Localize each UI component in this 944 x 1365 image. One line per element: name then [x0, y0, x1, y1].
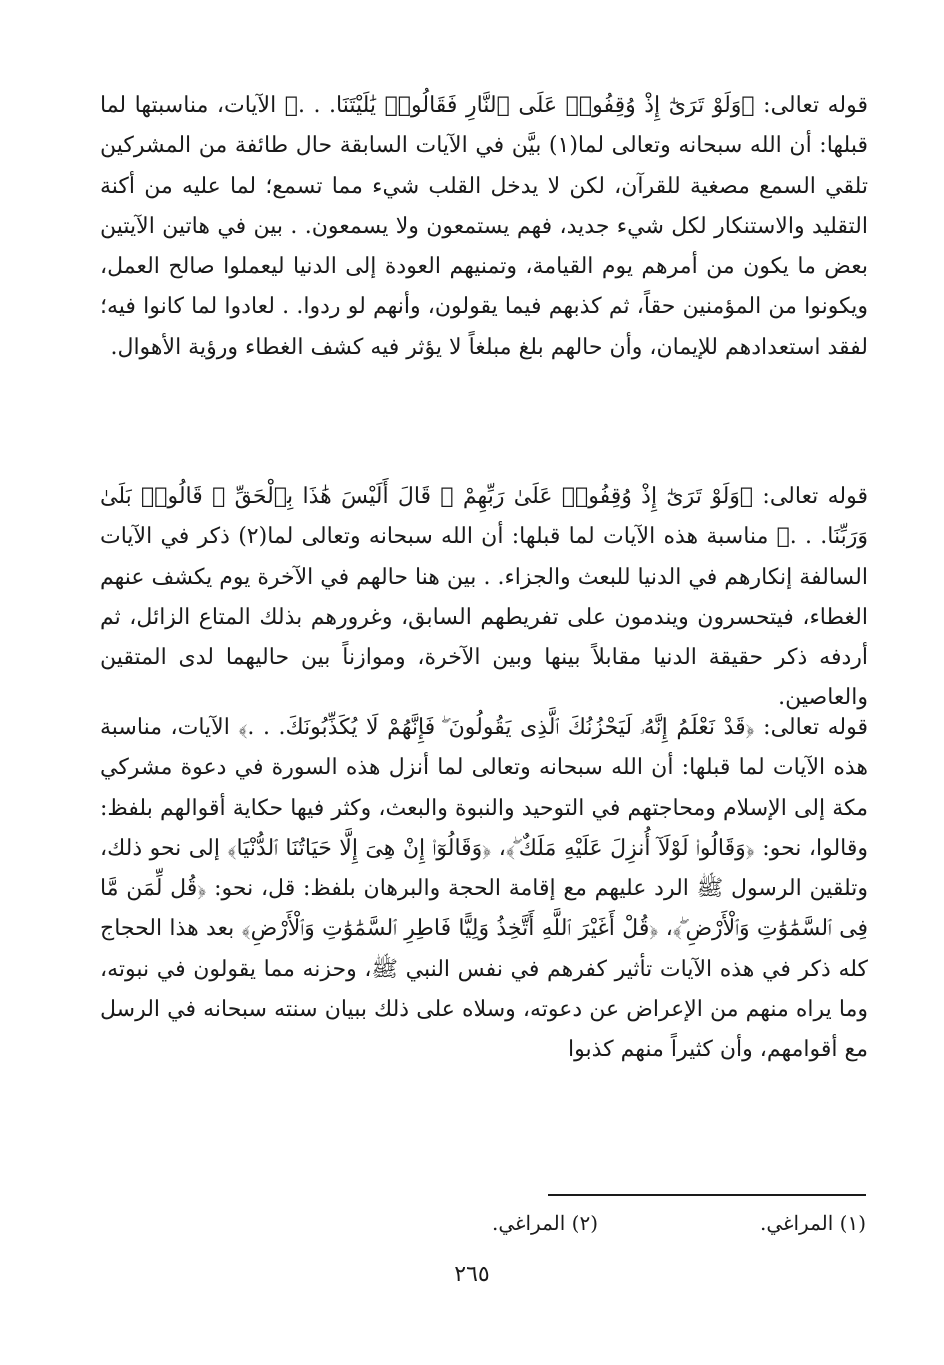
footnote-1: (١) المراغي.	[759, 1211, 866, 1235]
footnote-2: (٢) المراغي.	[491, 1211, 598, 1235]
footnote-separator	[548, 1194, 866, 1196]
paragraph-3: قوله تعالى: ﴿قَدْ نَعْلَمُ إِنَّهُۥ لَيَحْزُنُكَ ٱلَّذِى يَقُولُونَ ۖ فَإِنَّهُمْ لَا يُكَذِّبُونَكَ. . .﴾ الآيات، مناسبة هذه الآيات لما قبلها: أن الله سبحانه وتعالى لما أنزل هذه السورة في دعوة مشركي مكة إلى الإسلام ومحاجتهم في التوحيد والنبوة والبعث، وكثر فيها حكاية أقوالهم بلفظ: وقالوا، نحو: ﴿وَقَالُوا۟ لَوْلَآ أُنزِلَ عَلَيْهِ مَلَكٌ ۖ﴾، ﴿وَقَالُوٓا۟ إِنْ هِىَ إِلَّا حَيَاتُنَا ٱلدُّنْيَا﴾ إلى نحو ذلك، وتلقين الرسول ﷺ الرد عليهم مع إقامة الحجة والبرهان بلفظ: قل، نحو: ﴿قُل لِّمَن مَّا فِى ٱلسَّمَٰوَٰتِ وَٱلْأَرْضِ ۖ﴾، ﴿قُلْ أَغَيْرَ ٱللَّهِ أَتَّخِذُ وَلِيًّا فَاطِرِ ٱلسَّمَٰوَٰتِ وَٱلْأَرْضِ﴾ بعد هذا الحجاج كله ذكر في هذه الآيات تأثير كفرهم في نفس النبي ﷺ، وحزنه مما يقولون في نبوته، وما يراه منهم من الإعراض عن دعوته، وسلاه على ذلك ببيان سنته سبحانه في الرسل مع أقوامهم، وأن كثيراً منهم كذبوا	[100, 715, 868, 1063]
paragraph-1: قوله تعالى: ﴿وَلَوْ تَرَىٰٓ إِذْ وُقِفُوا۟ عَلَى ٱلنَّارِ فَقَالُوا۟ يَٰلَيْتَنَا. . .﴾ الآيات، مناسبتها لما قبلها: أن الله سبحانه وتعالى لما(١) بيَّن في الآيات السابقة حال طائفة من المشركين تلقي السمع مصغية للقرآن، لكن لا يدخل القلب شيء مما تسمع؛ لما عليه من أكنة التقليد والاستنكار لكل شيء جديد، فهم يستمعون ولا يسمعون. . بين في هاتين الآيتين بعض ما يكون من أمرهم يوم القيامة، وتمنيهم العودة إلى الدنيا ليعملوا صالح العمل، ويكونوا من المؤمنين حقاً، ثم كذبهم فيما يقولون، وأنهم لو ردوا. . لعادوا لما كانوا فيه؛ لفقد استعدادهم للإيمان، وأن حالهم بلغ مبلغاً لا يؤثر فيه كشف الغطاء ورؤية الأهوال.	[100, 93, 868, 360]
page-number: ٢٦٥	[454, 1262, 490, 1287]
paragraph-2: قوله تعالى: ﴿وَلَوْ تَرَىٰٓ إِذْ وُقِفُوا۟ عَلَىٰ رَبِّهِمْ ۚ قَالَ أَلَيْسَ هَٰذَا بِٱلْحَقِّ ۚ قَالُوا۟ بَلَىٰ وَرَبِّنَا. . .﴾ مناسبة هذه الآيات لما قبلها: أن الله سبحانه وتعالى لما(٢) ذكر في الآيات السالفة إنكارهم في الدنيا للبعث والجزاء. . بين هنا حالهم في الآخرة يوم يكشف عنهم الغطاء، فيتحسرون ويندمون على تفريطهم السابق، وغرورهم بذلك المتاع الزائل، ثم أردفه ذكر حقيقة الدنيا مقابلاً بينها وبين الآخرة، وموازناً بين حاليهما لدى المتقين والعاصين.	[100, 484, 868, 711]
